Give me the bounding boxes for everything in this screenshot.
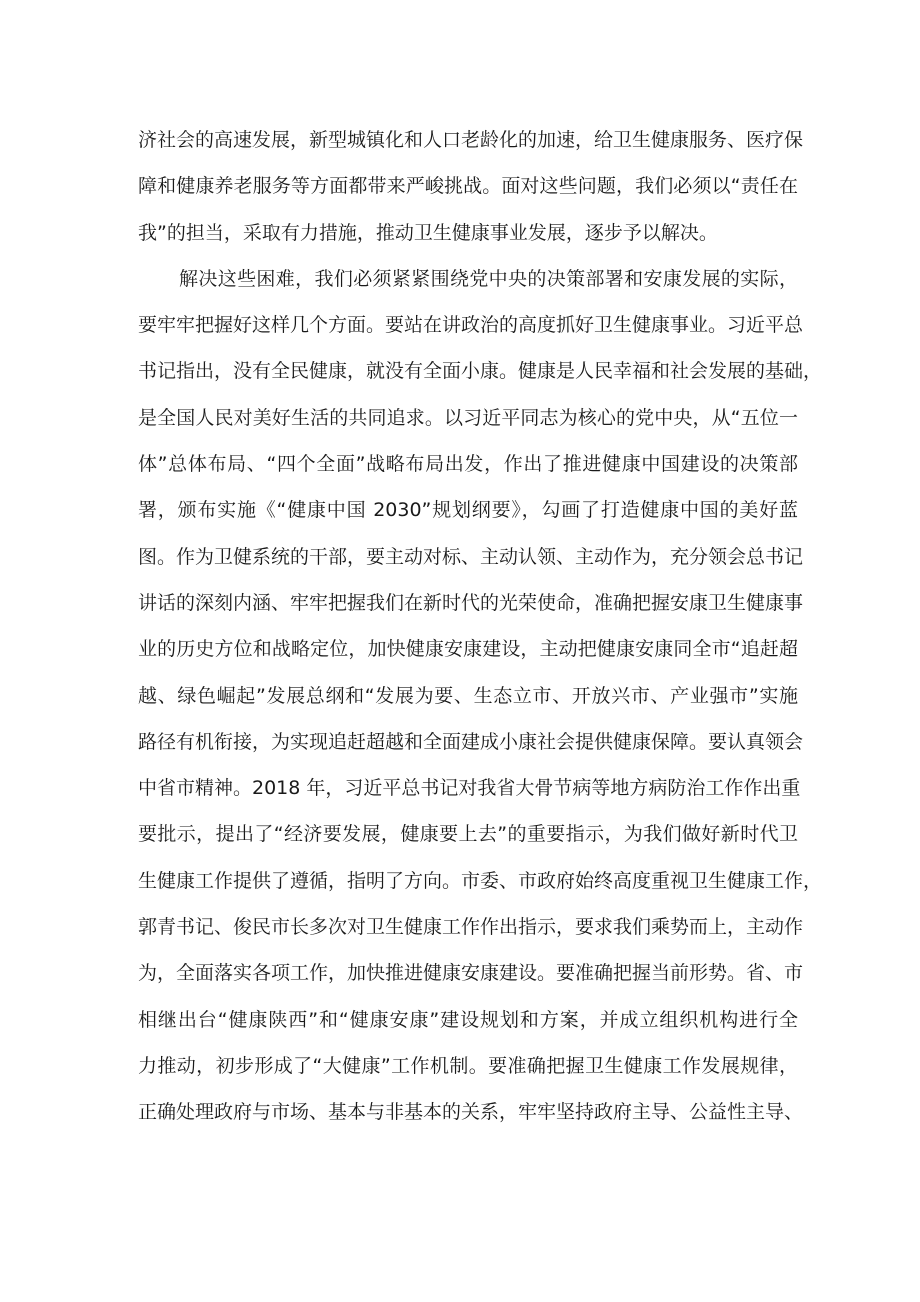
text-line: 路径有机衔接，为实现追赶超越和全面建成小康社会提供健康保障。要认真领会 [138, 730, 804, 753]
text-line: 讲话的深刻内涵、牢牢把握我们在新时代的光荣使命，准确把握安康卫生健康事 [138, 591, 804, 614]
text-line: 要牢牢把握好这样几个方面。要站在讲政治的高度抓好卫生健康事业。习近平总 [138, 314, 804, 337]
body-text [138, 117, 823, 1136]
text-line: 署，颁布实施《“健康中国 2030”规划纲要》，勾画了打造健康中国的美好蓝 [138, 499, 798, 522]
text-line: 郭青书记、俊民市长多次对卫生健康工作作出指示，要求我们乘势而上，主动作 [138, 916, 804, 939]
text-line: 相继出台“健康陕西”和“健康安康”建设规划和方案，并成立组织机构进行全 [138, 1008, 798, 1031]
text-line: 业的历史方位和战略定位，加快健康安康建设，主动把健康安康同全市“追赶超 [138, 638, 798, 661]
text-line: 正确处理政府与市场、基本与非基本的关系，牢牢坚持政府主导、公益性主导、 [138, 1101, 804, 1124]
text-line: 图。作为卫健系统的干部，要主动对标、主动认领、主动作为，充分领会总书记 [138, 545, 804, 568]
text-line: 我”的担当，采取有力措施，推动卫生健康事业发展，逐步予以解决。 [138, 221, 718, 244]
text-line: 济社会的高速发展，新型城镇化和人口老龄化的加速，给卫生健康服务、医疗保 [138, 129, 804, 151]
text-line: 障和健康养老服务等方面都带来严峻挑战。面对这些问题，我们必须以“责任在 [138, 175, 798, 198]
text-line: 解决这些困难，我们必须紧紧围绕党中央的决策部署和安康发展的实际， [179, 267, 798, 290]
text-line: 书记指出，没有全民健康，就没有全面小康。健康是人民幸福和社会发展的基础， [138, 360, 823, 383]
text-line: 要批示，提出了“经济要发展，健康要上去”的重要指示，为我们做好新时代卫 [138, 823, 798, 846]
text-line: 越、绿色崛起”发展总纲和“发展为要、生态立市、开放兴市、产业强市”实施 [138, 684, 798, 707]
text-line: 体”总体布局、“四个全面”战略布局出发，作出了推进健康中国建设的决策部 [138, 453, 798, 476]
text-line: 是全国人民对美好生活的共同追求。以习近平同志为核心的党中央，从“五位一 [138, 406, 798, 429]
text-line: 为，全面落实各项工作，加快推进健康安康建设。要准确把握当前形势。省、市 [138, 962, 804, 985]
text-line: 中省市精神。2018 年，习近平总书记对我省大骨节病等地方病防治工作作出重 [138, 777, 801, 800]
text-line: 生健康工作提供了遵循，指明了方向。市委、市政府始终高度重视卫生健康工作， [138, 869, 823, 892]
text-line: 力推动，初步形成了“大健康”工作机制。要准确把握卫生健康工作发展规律， [138, 1054, 798, 1077]
